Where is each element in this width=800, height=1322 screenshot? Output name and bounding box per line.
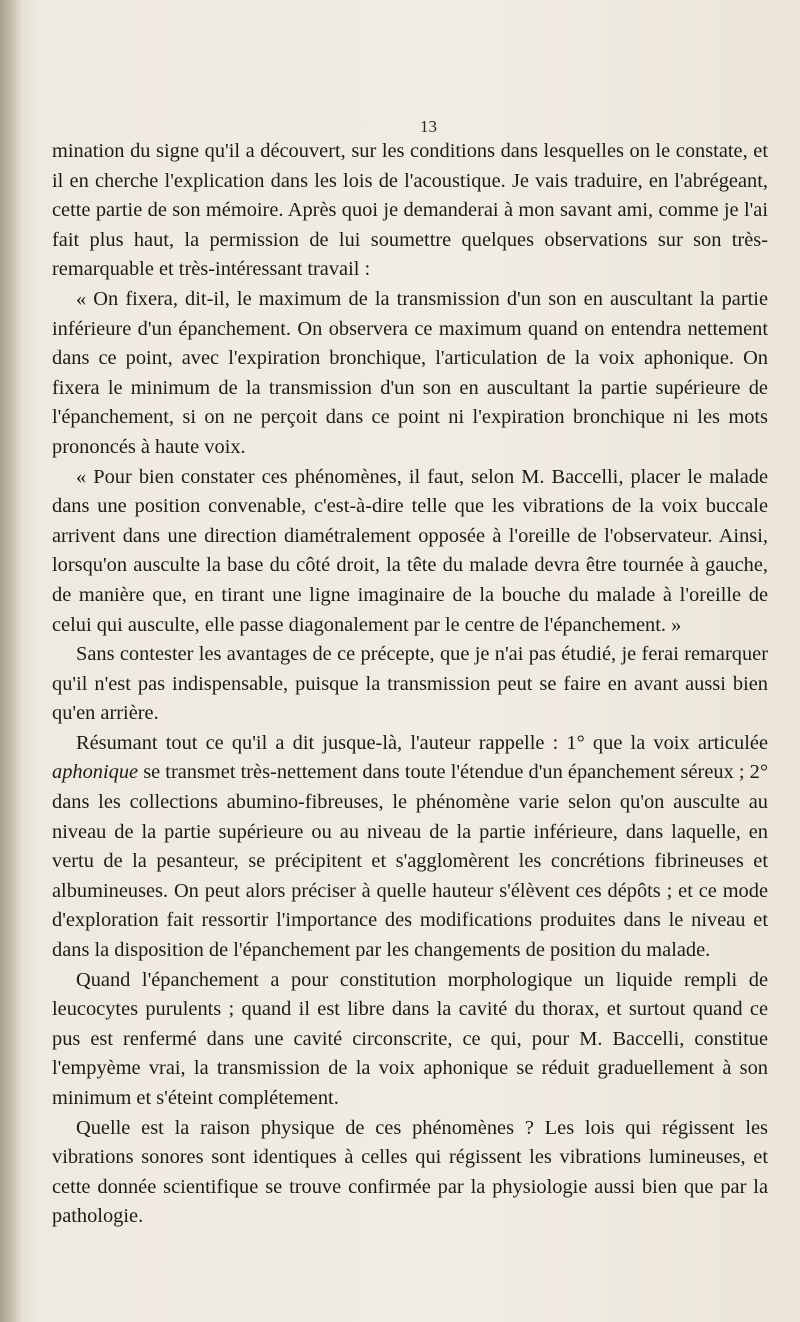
paragraph-4: Sans contester les avantages de ce précepte, que je n'ai pas étudié, je ferai remarquer qu'il n'est pas indispensable, puisque la transmission peut se faire en avant aussi bien qu'en arrière. (52, 643, 768, 725)
body-text (52, 137, 768, 1232)
paragraph-1: mination du signe qu'il a découvert, sur les conditions dans lesquelles on le constate, et il en cherche l'explication dans les lois de l'acoustique. Je vais traduire, en l'abrégeant, cette partie de son mémoire. Après quoi je demanderai à mon savant ami, comme je l'ai fait plus haut, la permission de lui soumettre quelques observations sur son très-remarquable et très-intéressant travail : (52, 140, 768, 281)
binding-shadow (0, 0, 22, 1322)
emphasis-aphonique: aphonique (52, 761, 139, 784)
paragraph-7: Quelle est la raison physique de ces phénomènes ? Les lois qui régissent les vibrations sonores sont identiques à celles qui régissent les vibrations lumineuses, et cette donnée scientifique se trouve confirmée par la physiologie aussi bien que par la pathologie. (52, 1116, 768, 1228)
paragraph-5 (52, 729, 768, 966)
paragraph-5-end: se transmet très-nettement dans toute l'étendue d'un épanchement séreux ; 2° dans les collections abumino-fibreuses, le phénomène varie selon qu'on ausculte au niveau de la partie supérieure ou au niveau de la partie inférieure, dans laquelle, en vertu de la pesanteur, se précipitent et s'agglomèrent les concrétions fibrineuses et albumineuses. On peut alors préciser à quelle hauteur s'élèvent ces dépôts ; et ce mode d'exploration fait ressortir l'importance des modifications produites dans le niveau et dans la disposition de l'épanchement par les changements de position du malade. (52, 761, 768, 962)
paragraph-5-start: Résumant tout ce qu'il a dit jusque-là, l'auteur rappelle : 1° que la voix articulée (76, 731, 768, 754)
page-number: 13 (420, 117, 437, 136)
paragraph-3: « Pour bien constater ces phénomènes, il faut, selon M. Baccelli, placer le malade dans une position convenable, c'est-à-dire telle que les vibrations de la voix buccale arrivent dans une direction diamétralement opposée à l'oreille de l'observateur. Ainsi, lorsqu'on ausculte la base du côté droit, la tête du malade devra être tournée à gauche, de manière que, en tirant une ligne imaginaire de la bouche du malade à l'oreille de celui qui ausculte, elle passe diagonalement par le centre de l'épanchement. » (52, 465, 768, 636)
paragraph-6: Quand l'épanchement a pour constitution morphologique un liquide rempli de leucocytes purulents ; quand il est libre dans la cavité du thorax, et surtout quand ce pus est renfermé dans une cavité circonscrite, ce qui, pour M. Baccelli, constitue l'empyème vrai, la transmission de la voix aphonique se réduit graduellement à son minimum et s'éteint complétement. (52, 968, 768, 1109)
paragraph-2: « On fixera, dit-il, le maximum de la transmission d'un son en auscultant la partie inférieure d'un épanchement. On observera ce maximum quand on entendra nettement dans ce point, avec l'expiration bronchique, l'articulation de la voix aphonique. On fixera le minimum de la transmission d'un son en auscultant la partie supérieure de l'épanchement, si on ne perçoit dans ce point ni l'expiration bronchique ni les mots prononcés à haute voix. (52, 287, 768, 458)
